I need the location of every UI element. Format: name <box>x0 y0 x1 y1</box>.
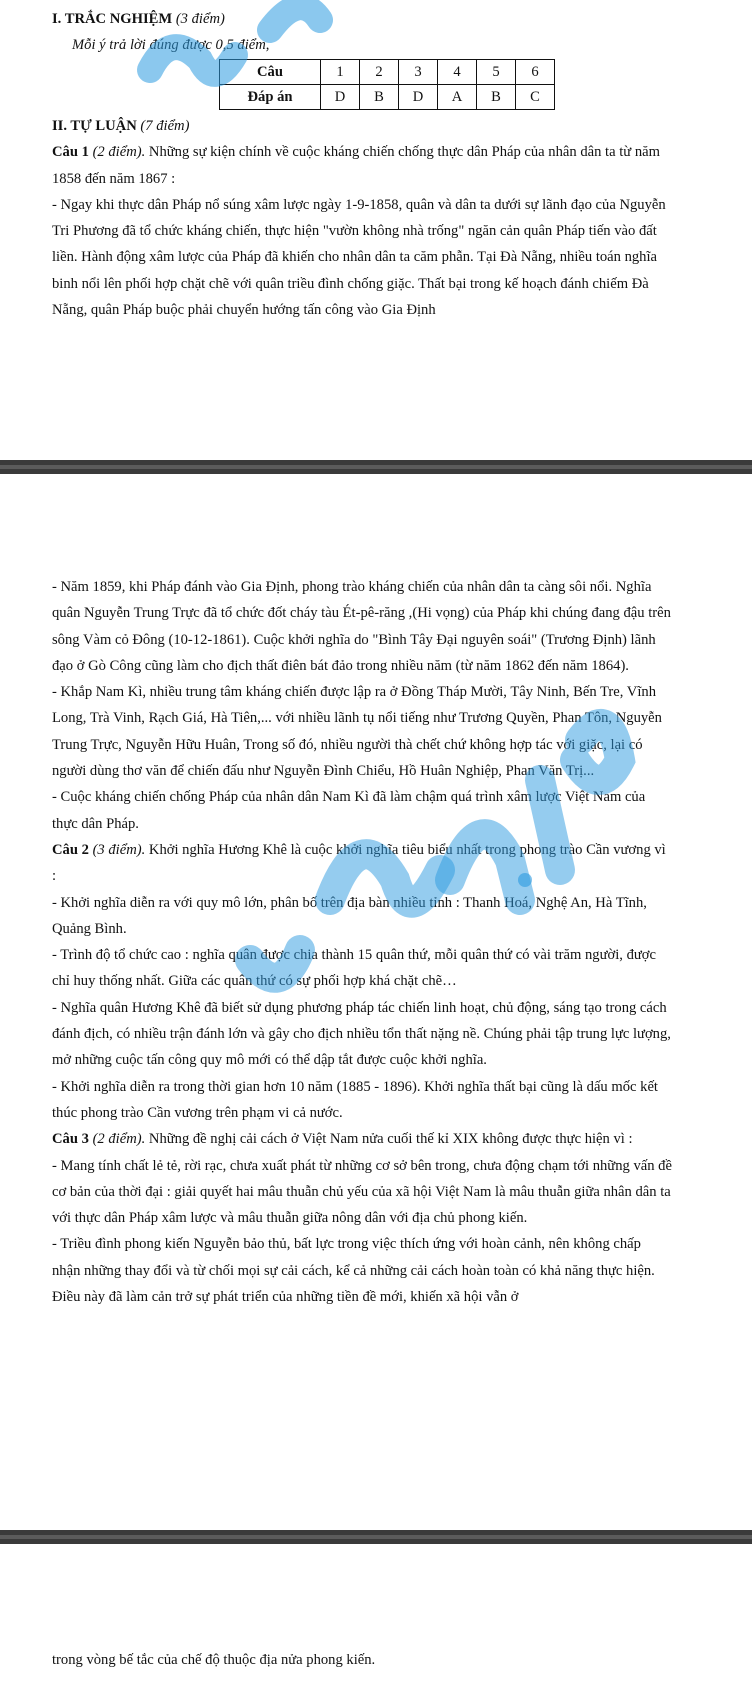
q3-prompt: Những đề nghị cải cách ở Việt Nam nửa cuối thế kỉ XIX không được thực hiện vì : <box>145 1131 633 1148</box>
answer-cell: A <box>438 85 477 110</box>
q1-paragraph-1: - Ngay khi thực dân Pháp nổ súng xâm lược ngày 1-9-1858, quân và dân ta dưới sự lãnh đạo của Nguyễn Tri Phương đã tổ chức kháng chiến, thực hiện "vườn không nhà trống" ngăn cản quân Pháp tiến vào đất liền. Hành động xâm lược của Pháp đã khiến cho nhân dân ta căm phẫn. Tại Đà Nẵng, nhiều toán nghĩa binh nổi lên phối hợp chặt chẽ với quân triều đình chống giặc. Thất bại trong kế hoạch đánh chiếm Đà Nẵng, quân Pháp buộc phải chuyển hướng tấn công vào Gia Định <box>52 196 666 319</box>
q3-points: (2 điểm). <box>92 1131 146 1148</box>
part2-points: (7 điểm) <box>140 118 190 134</box>
q2-heading <box>52 837 672 890</box>
q1-paragraph-4: - Cuộc kháng chiến chống Pháp của nhân dân Nam Kì đã làm chậm quá trình xâm lược Việt Nam của thực dân Pháp. <box>52 789 646 832</box>
answer-cell: D <box>321 85 360 110</box>
question-number-cell: 3 <box>399 60 438 85</box>
q1-paragraph-3: - Khắp Nam Kì, nhiều trung tâm kháng chiến được lập ra ở Đồng Tháp Mười, Tây Ninh, Bến Tre, Vĩnh Long, Trà Vinh, Rạch Giá, Hà Tiên,... với nhiều lãnh tụ nổi tiếng như Trương Quyền, Phan Tôn, Nguyễn Trung Trực, Nguyễn Hữu Huân, Trong số đó, nhiều người thà chết chứ không hợp tác với giặc, lại có người dùng thơ văn để chiến đấu như Nguyễn Đình Chiểu, Hồ Huân Nghiệp, Phan Văn Trị... <box>52 684 662 780</box>
q1-points: (2 điểm). <box>92 144 146 161</box>
q3-paragraph-1: - Mang tính chất lẻ tẻ, rời rạc, chưa xuất phát từ những cơ sở bên trong, chưa động chạm tới những vấn đề cơ bản của thời đại : giải quyết hai mâu thuẫn chủ yếu của xã hội Việt Nam là mâu thuẫn giữa nhân dân ta với thực dân Pháp xâm lược và mâu thuẫn giữa nông dân với địa chủ phong kiến. <box>52 1157 672 1227</box>
part1-points: (3 điểm) <box>175 11 225 27</box>
page-1 <box>0 0 752 460</box>
answer-cell: C <box>516 85 555 110</box>
q1-heading <box>52 139 672 192</box>
page-2-body <box>52 574 672 1310</box>
part1-title: I. TRẮC NGHIỆM <box>52 11 173 27</box>
q2-points: (3 điểm). <box>92 841 146 858</box>
part1-note: Mỗi ý trả lời đúng được 0,5 điểm, <box>72 37 270 54</box>
answer-cell: B <box>360 85 399 110</box>
q3-heading <box>52 1126 672 1152</box>
q3-label: Câu 3 <box>52 1131 89 1148</box>
page-3-body <box>52 1647 672 1673</box>
answer-cell: B <box>477 85 516 110</box>
question-number-cell: 1 <box>321 60 360 85</box>
q3-paragraph-2: - Triều đình phong kiến Nguyễn bảo thủ, bất lực trong việc thích ứng với hoàn cảnh, nên không chấp nhận những thay đổi và từ chối mọi sự cải cách, kể cả những cải cách hoàn toàn có khả năng thực hiện. Điều này đã làm cản trở sự phát triển của những tiền đề mới, khiến xã hội vẫn ở <box>52 1236 655 1306</box>
page-separator <box>0 1530 752 1544</box>
answer-table-header-dap-an: Đáp án <box>220 85 321 110</box>
answer-cell: D <box>399 85 438 110</box>
q1-label: Câu 1 <box>52 144 89 161</box>
q2-paragraph-4: - Khởi nghĩa diễn ra trong thời gian hơn 10 năm (1885 - 1896). Khởi nghĩa thất bại cũng là dấu mốc kết thúc phong trào Cần vương trên phạm vi cả nước. <box>52 1078 658 1121</box>
part1-heading <box>52 6 672 59</box>
question-number-cell: 6 <box>516 60 555 85</box>
q1-prompt: Những sự kiện chính về cuộc kháng chiến chống thực dân Pháp của nhân dân ta từ năm 1858 đến năm 1867 : <box>52 144 660 187</box>
answer-table-header-cau: Câu <box>220 60 321 85</box>
answer-table-answer-row <box>220 85 555 110</box>
question-number-cell: 4 <box>438 60 477 85</box>
part1-body <box>52 113 672 323</box>
q2-paragraph-3: - Nghĩa quân Hương Khê đã biết sử dụng phương pháp tác chiến linh hoạt, chủ động, sáng tạo trong cách đánh địch, có nhiều trận đánh lớn và gây cho địch nhiều tổn thất nặng nề. Chúng phải tập trung lực lượng, mở những cuộc tấn công quy mô mới có thể dập tắt được cuộc khởi nghĩa. <box>52 999 671 1069</box>
q2-label: Câu 2 <box>52 841 89 858</box>
q2-paragraph-1: - Khởi nghĩa diễn ra với quy mô lớn, phân bố trên địa bàn nhiều tỉnh : Thanh Hoá, Nghệ An, Hà Tĩnh, Quảng Bình. <box>52 894 647 937</box>
page-2 <box>0 474 752 1530</box>
q1-paragraph-2: - Năm 1859, khi Pháp đánh vào Gia Định, phong trào kháng chiến của nhân dân ta càng sôi nổi. Nghĩa quân Nguyễn Trung Trực đã tổ chức đốt cháy tàu Ét-pê-răng ,(Hi vọng) của Pháp khi chúng đang đậu trên sông Vàm cỏ Đông (10-12-1861). Cuộc khởi nghĩa do "Bình Tây Đại nguyên soái" (Trương Định) lãnh đạo ở Gò Công cũng làm cho địch thất điên bát đảo trong nhiều năm (từ năm 1862 đến năm 1864). <box>52 579 671 674</box>
q2-prompt: Khởi nghĩa Hương Khê là cuộc khởi nghĩa tiêu biểu nhất trong phong trào Cần vương vì : <box>52 841 666 885</box>
question-number-cell: 2 <box>360 60 399 85</box>
page-separator <box>0 460 752 474</box>
answer-table-question-row <box>220 60 555 85</box>
answer-table <box>219 59 555 110</box>
q2-paragraph-2: - Trình độ tổ chức cao : nghĩa quân được chia thành 15 quân thứ, mỗi quân thứ có vài trăm người, được chỉ huy thống nhất. Giữa các quân thứ có sự phối hợp khá chặt chẽ… <box>52 947 656 990</box>
question-number-cell: 5 <box>477 60 516 85</box>
q3-paragraph-2-continued: trong vòng bế tắc của chế độ thuộc địa nửa phong kiến. <box>52 1652 376 1668</box>
part2-title: II. TỰ LUẬN <box>52 118 137 134</box>
page-3 <box>0 1544 752 1704</box>
